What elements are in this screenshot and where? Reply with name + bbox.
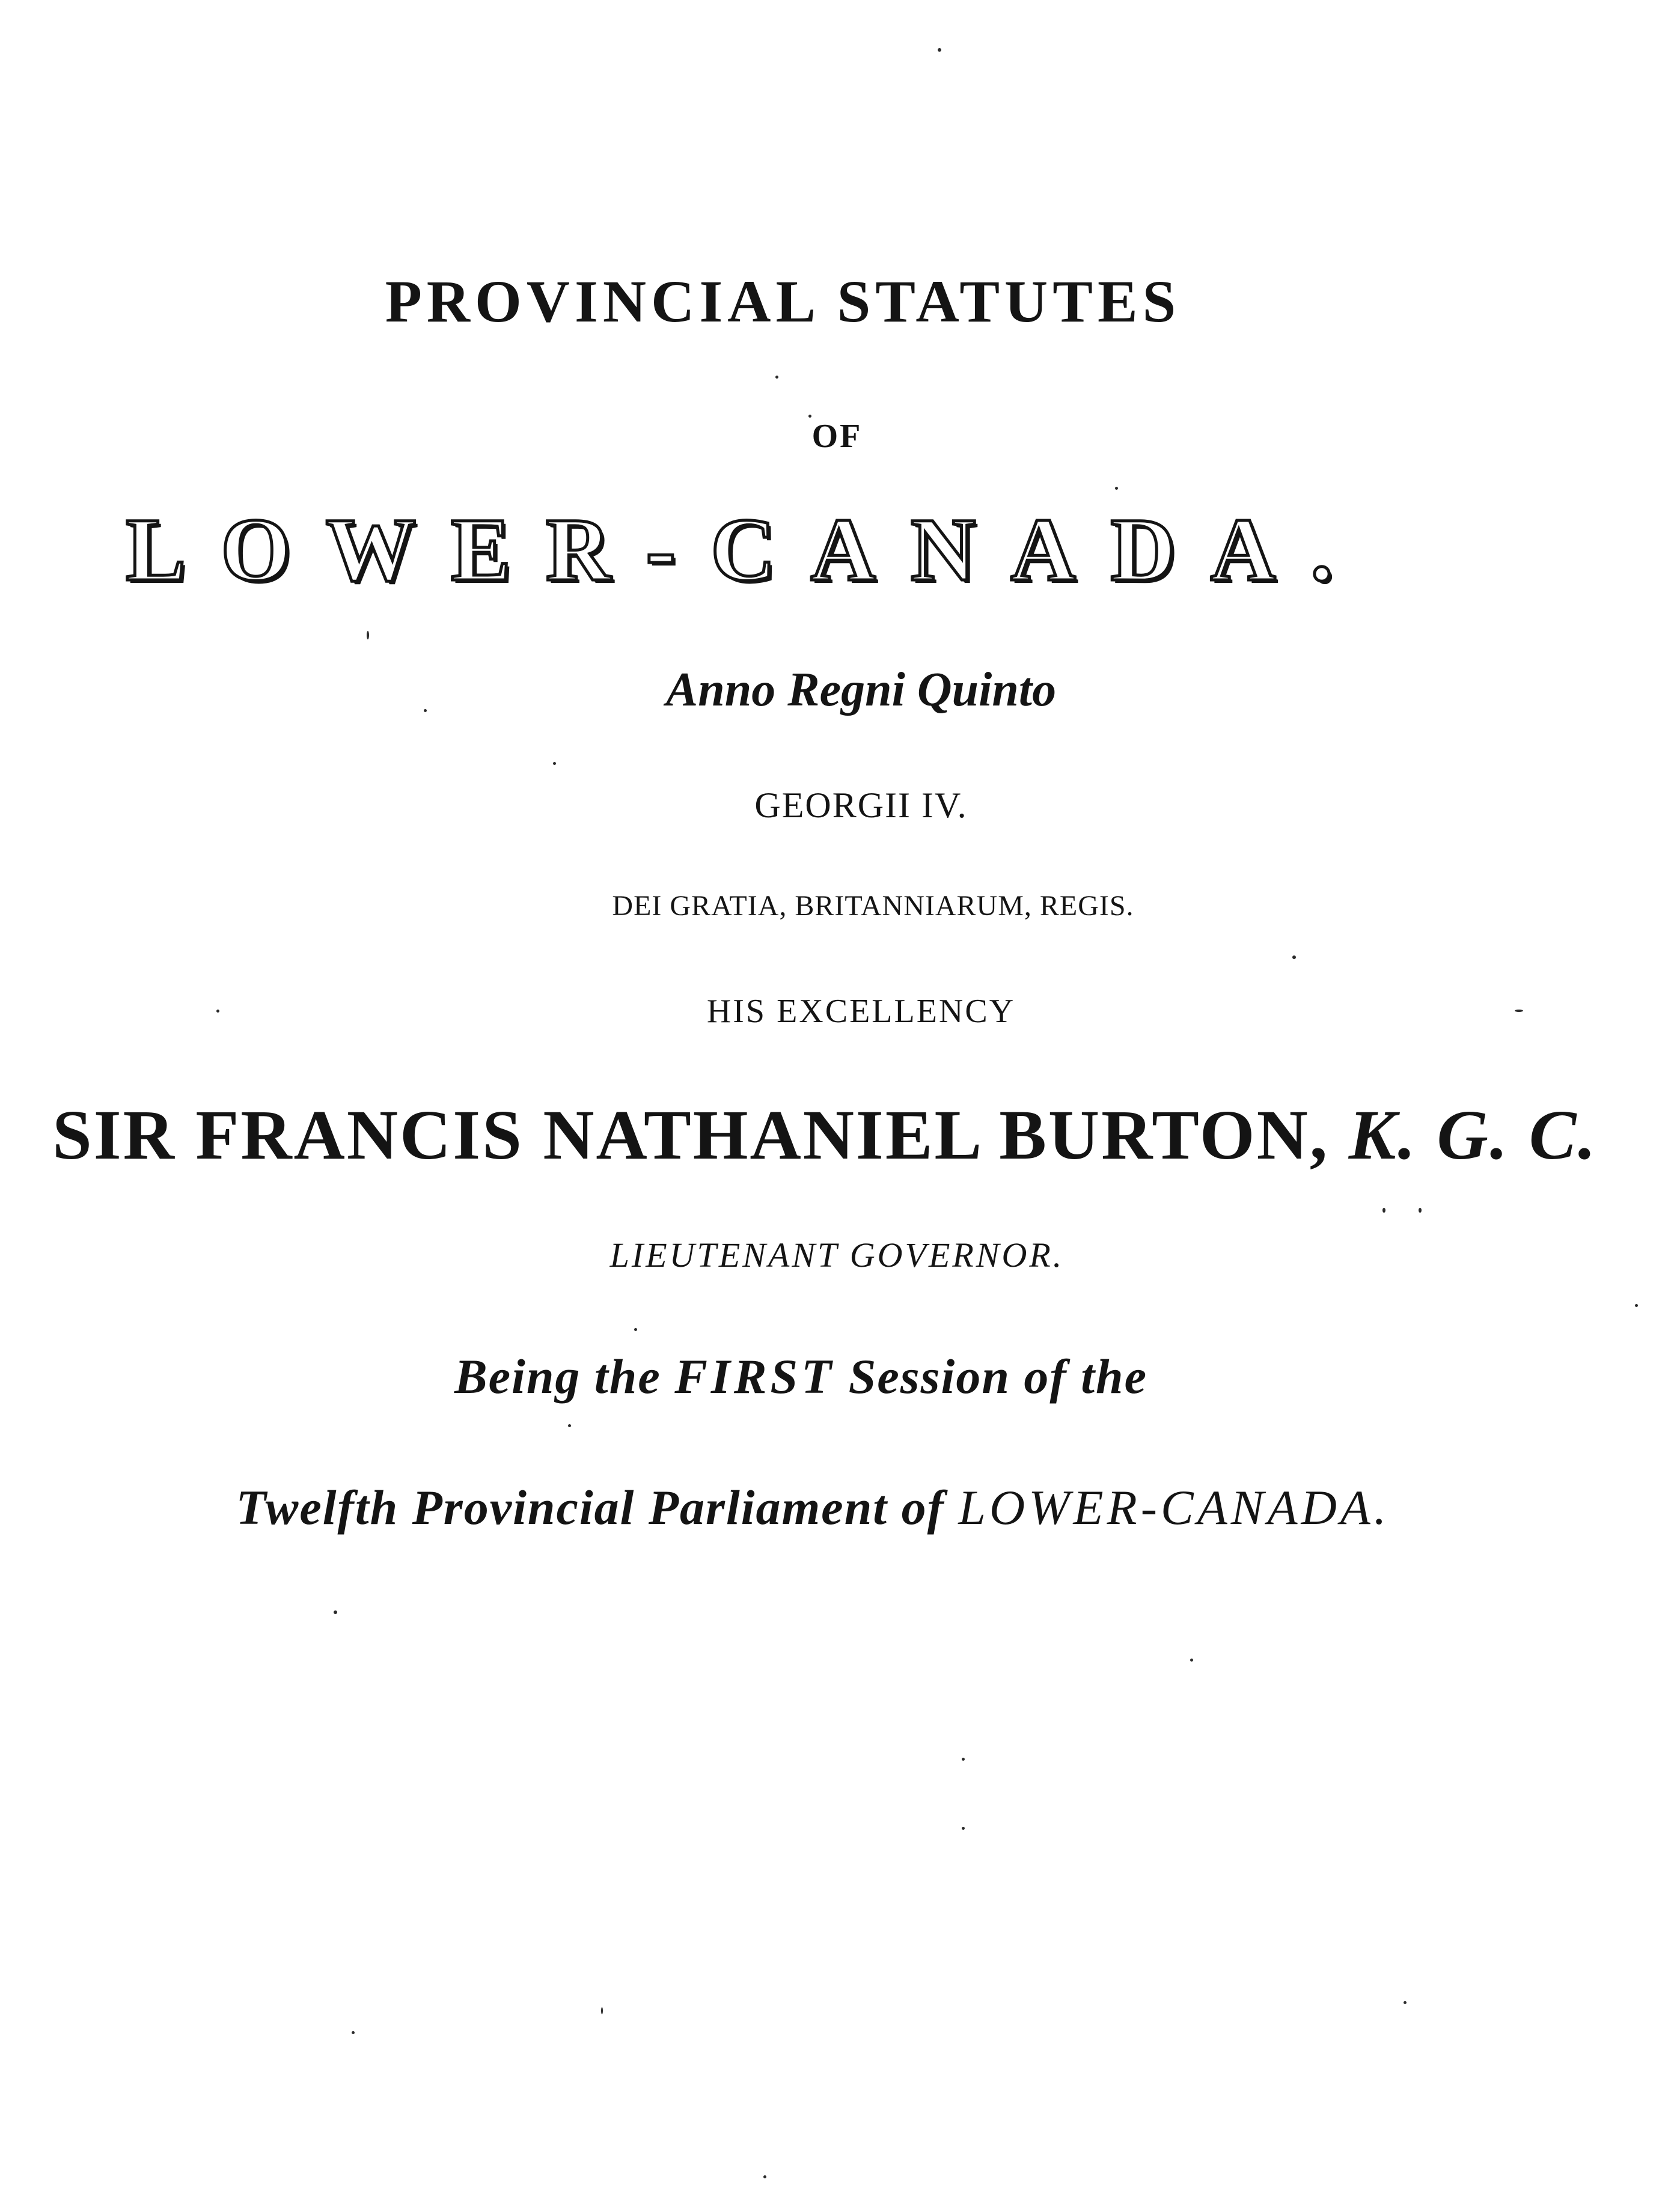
parliament-line-emphasis: LOWER-CANADA. [958, 1480, 1390, 1535]
print-speck [962, 1827, 965, 1830]
print-speck [1515, 1010, 1523, 1012]
parliament-line-part1: Twelfth Provincial Parliament of [236, 1480, 959, 1535]
print-speck [763, 2175, 766, 2178]
print-speck [424, 709, 427, 712]
session-line-emphasis: FIRST [674, 1349, 835, 1404]
governor-honours: K. G. C. [1348, 1095, 1598, 1174]
sovereign-name: GEORGII IV. [754, 785, 968, 825]
print-speck [1292, 955, 1296, 959]
print-speck [1419, 1208, 1422, 1213]
print-speck [568, 1424, 571, 1427]
his-excellency-heading: HIS EXCELLENCY [706, 993, 1016, 1030]
print-speck [1115, 487, 1118, 490]
session-line-part1: Being the [454, 1349, 675, 1404]
governor-name-line [0, 1095, 1662, 1174]
print-speck [352, 2031, 355, 2034]
title-provincial-statutes: PROVINCIAL STATUTES [385, 268, 1181, 335]
title-of: OF [811, 418, 863, 455]
print-speck [553, 762, 556, 765]
print-speck [216, 1010, 219, 1013]
print-speck [775, 376, 778, 379]
parliament-line [0, 1480, 1650, 1535]
session-line-part2: Session of the [835, 1349, 1148, 1404]
title-lower-canada: LOWER-CANADA. [126, 500, 1368, 600]
print-speck [808, 415, 811, 418]
print-speck [938, 48, 941, 52]
regnal-year: Anno Regni Quinto [665, 663, 1057, 716]
session-line [0, 1349, 1638, 1404]
print-speck [1190, 1659, 1193, 1662]
print-speck [367, 631, 369, 639]
sovereign-style: DEI GRATIA, BRITANNIARUM, REGIS. [612, 890, 1134, 922]
print-speck [334, 1610, 337, 1614]
print-speck [1382, 1208, 1385, 1213]
print-speck [634, 1328, 637, 1331]
print-speck [1404, 2001, 1407, 2004]
governor-title: LIEUTENANT GOVERNOR. [609, 1235, 1065, 1275]
print-speck [962, 1758, 965, 1761]
print-speck [601, 2007, 603, 2014]
print-speck [1635, 1304, 1638, 1307]
governor-name: SIR FRANCIS NATHANIEL BURTON, [52, 1095, 1330, 1174]
